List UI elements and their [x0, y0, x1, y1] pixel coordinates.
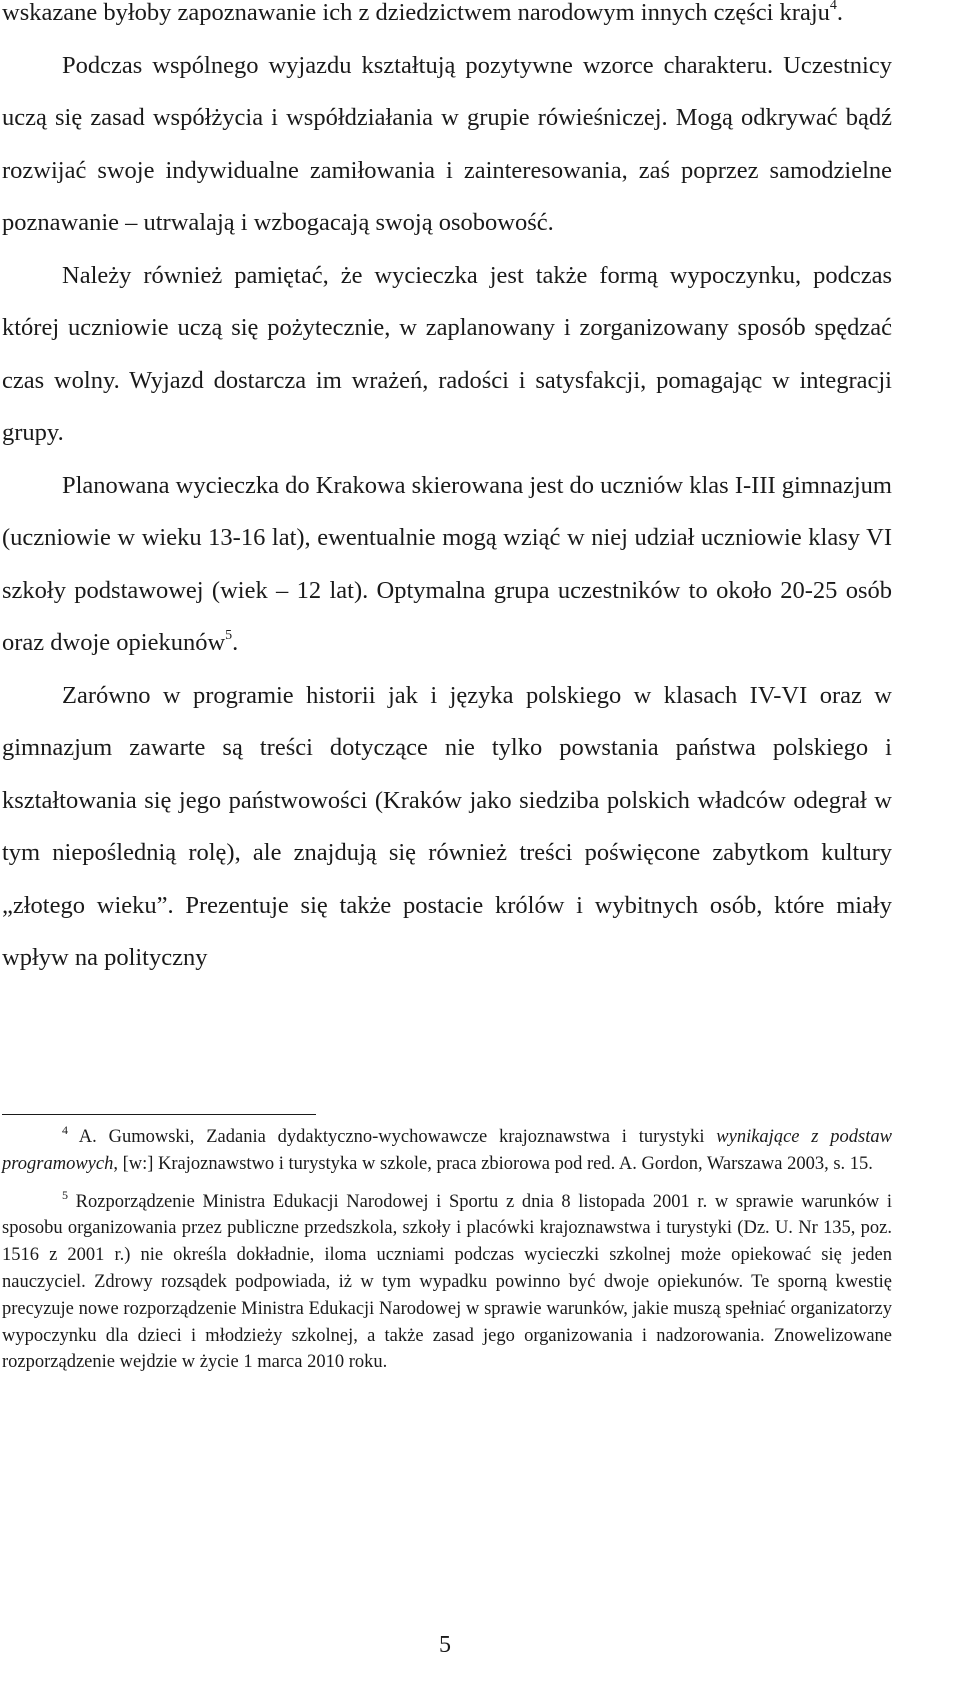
- footnote-text: , [w:] Krajoznawstwo i turystyka w szkole, praca zbiorowa pod red. A. Gordon, Warszawa 2003, s. 15.: [113, 1153, 873, 1174]
- paragraph: Podczas wspólnego wyjazdu kształtują pozytywne wzorce charakteru. Uczestnicy uczą się zasad współżycia i współdziałania w grupie rówieśniczej. Mogą odkrywać bądź rozwijać swoje indywidualne zamiłowania i zainteresowania, zaś poprzez samodzielne poznawanie – utrwalają i wzbogacają swoją osobowość.: [2, 51, 892, 236]
- footnote-reference: 5: [225, 628, 233, 643]
- footnote: [2, 1189, 892, 1377]
- footnote-text: A. Gumowski, Zadania dydaktyczno-wychowawcze krajoznawstwa i turystyki: [78, 1127, 717, 1147]
- main-text: [2, 0, 892, 985]
- paragraph-text: wskazane byłoby zapoznawanie ich z dziedzictwem narodowym innych części kraju: [2, 0, 830, 26]
- footnote: [2, 1124, 892, 1178]
- footnotes: [2, 1124, 892, 1387]
- footnote-text: Rozporządzenie Ministra Edukacji Narodowej i Sportu z dnia 8 listopada 2001 r. w sprawie warunków i sposobu organizowania przez publiczne przedszkola, szkoły i placówki krajoznawstwa i turystyki (Dz. U. Nr 135, poz. 1516 z 2001 r.) nie określa dokładnie, iloma uczniami podczas wycieczki szkolnej może opiekować się jeden nauczyciel. Zdrowy rozsądek podpowiada, iż w tym wypadku powinno być dwoje opiekunów. Te sporną kwestię precyzuje nowe rozporządzenie Ministra Edukacji Narodowej w sprawie warunków, jakie muszą spełniać organizatorzy wypoczynku dla dzieci i młodzieży szkolnej, a także zasad jego organizowania i nadzorowania. Znowelizowane rozporządzenie wejdzie w życie 1 marca 2010 roku.: [2, 1191, 893, 1373]
- page-number: 5: [439, 1632, 451, 1658]
- footnote-title: wynikające z podstaw programowych: [2, 1127, 892, 1174]
- footnote-reference: 4: [829, 0, 837, 13]
- footnote-number: 4: [62, 1123, 68, 1137]
- paragraph-text: Planowana wycieczka do Krakowa skierowana jest do uczniów klas I-III gimnazjum (uczniowie w wieku 13-16 lat), ewentualnie mogą wziąć w niej udział uczniowie klasy VI szkoły podstawowej (wiek – 12 lat). Optymalna grupa uczestników to około 20-25 osób oraz dwoje opiekunów: [2, 471, 892, 656]
- paragraph: Należy również pamiętać, że wycieczka jest także formą wypoczynku, podczas której uczniowie uczą się pożytecznie, w zaplanowany i zorganizowany sposób spędzać czas wolny. Wyjazd dostarcza im wrażeń, radości i satysfakcji, pomagając w integracji grupy.: [2, 261, 892, 446]
- footnote-separator: [2, 1114, 316, 1115]
- paragraph-end: .: [836, 0, 844, 26]
- paragraph-end: .: [232, 629, 239, 656]
- paragraph: [2, 460, 892, 670]
- footnote-number: 5: [62, 1187, 68, 1202]
- paragraph-continuation: [2, 0, 892, 40]
- paragraph: Zarówno w programie historii jak i języka polskiego w klasach IV-VI oraz w gimnazjum zawarte są treści dotyczące nie tylko powstania państwa polskiego i kształtowania się jego państwowości (Kraków jako siedziba polskich władców odegrał w tym niepoślednią rolę), ale znajdują się również treści poświęcone zabytkom kultury „złotego wieku”. Prezentuje się także postacie królów i wybitnych osób, które miały wpływ na polityczny: [2, 681, 892, 971]
